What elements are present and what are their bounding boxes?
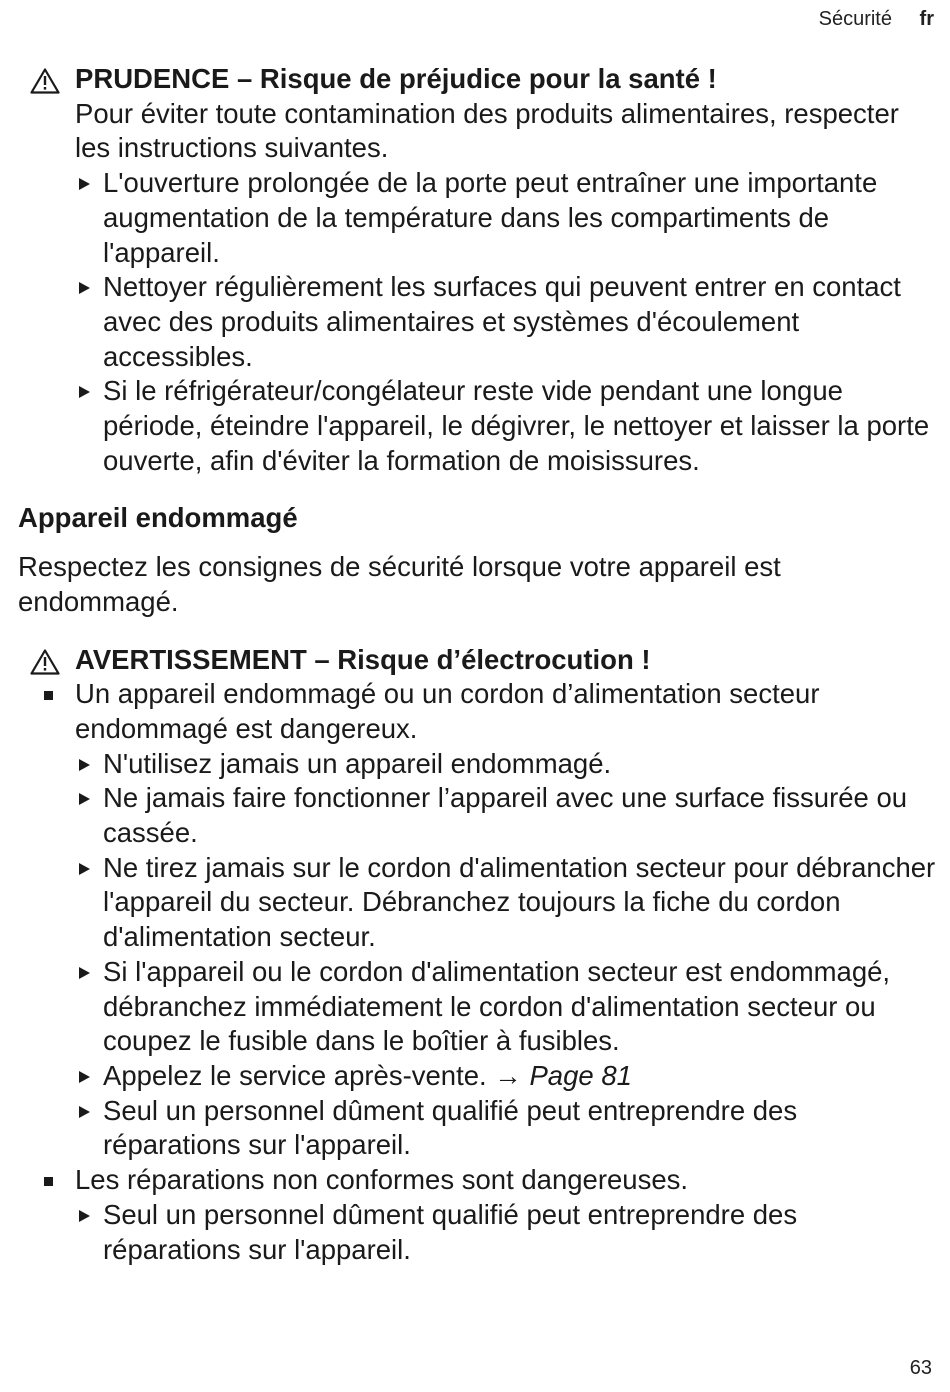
- list-item: Si le réfrigérateur/congélateur reste vide pendant une longue période, éteindre l'appareil, le dégivrer, le nettoyer et laisser la porte ouverte, afin d'éviter la formation de moisissures.: [18, 374, 936, 478]
- page-header: [819, 8, 934, 31]
- service-text: Appelez le service après-vente.: [103, 1059, 487, 1091]
- list-item: [18, 1059, 936, 1094]
- list-item: Seul un personnel dûment qualifié peut entreprendre des réparations sur l'appareil.: [18, 1094, 936, 1163]
- header-language-code: fr: [919, 8, 934, 30]
- arrow-bullet-icon: [79, 282, 90, 294]
- caution-list: [18, 166, 936, 478]
- caution-title-text: PRUDENCE – Risque de préjudice pour la santé !: [75, 63, 717, 94]
- section-heading: Appareil endommagé: [18, 502, 298, 534]
- warning-title-text: AVERTISSEMENT – Risque d’électrocution !: [75, 643, 651, 675]
- arrow-bullet-icon: [79, 863, 90, 875]
- page-reference-link[interactable]: → Page 81: [494, 1059, 632, 1091]
- list-item: Seul un personnel dûment qualifié peut entreprendre des réparations sur l'appareil.: [18, 1198, 936, 1267]
- list-item: Nettoyer régulièrement les surfaces qui peuvent entrer en contact avec des produits alimentaires et systèmes d'écoulement accessibles.: [18, 270, 936, 374]
- square-bullet-icon: [44, 1177, 53, 1186]
- square-bullet-icon: [44, 691, 53, 700]
- arrow-bullet-icon: [79, 1071, 90, 1083]
- caution-intro: Pour éviter toute contamination des produits alimentaires, respecter les instructions suivantes.: [75, 97, 899, 164]
- list-item: N'utilisez jamais un appareil endommagé.: [18, 747, 936, 782]
- list-item: Ne tirez jamais sur le cordon d'alimentation secteur pour débrancher l'appareil du secteur. Débranchez toujours la fiche du cordon d'alimentation secteur.: [18, 851, 936, 955]
- header-section-title: Sécurité: [818, 8, 892, 30]
- arrow-bullet-icon: [79, 1106, 90, 1118]
- list-item: Ne jamais faire fonctionner l’appareil avec une surface fissurée ou cassée.: [18, 781, 936, 850]
- page-number: 63: [909, 1357, 932, 1379]
- caution-title: [18, 62, 936, 97]
- section-intro: Respectez les consignes de sécurité lorsque votre appareil est endommagé.: [18, 551, 781, 617]
- warning-title: [18, 643, 936, 678]
- warning-triangle-icon: [30, 68, 60, 94]
- page-content: [18, 62, 936, 1267]
- warning-bullet-1-list: [18, 747, 936, 1163]
- arrow-bullet-icon: [79, 1210, 90, 1222]
- arrow-bullet-icon: [79, 793, 90, 805]
- warning-triangle-icon: [30, 649, 60, 675]
- arrow-bullet-icon: [79, 759, 90, 771]
- warning-bullet-2-list: [18, 1198, 936, 1267]
- list-item: Si l'appareil ou le cordon d'alimentation secteur est endommagé, débranchez immédiatement le cordon d'alimentation secteur ou coupez le fusible dans le boîtier à fusibles.: [18, 955, 936, 1059]
- arrow-bullet-icon: [79, 967, 90, 979]
- warning-bullet-2: Les réparations non conformes sont dangereuses.: [18, 1163, 936, 1198]
- arrow-bullet-icon: [79, 178, 90, 190]
- warning-bullet-1: Un appareil endommagé ou un cordon d’alimentation secteur endommagé est dangereux.: [18, 677, 936, 746]
- arrow-bullet-icon: [79, 386, 90, 398]
- list-item: L'ouverture prolongée de la porte peut entraîner une importante augmentation de la température dans les compartiments de l'appareil.: [18, 166, 936, 270]
